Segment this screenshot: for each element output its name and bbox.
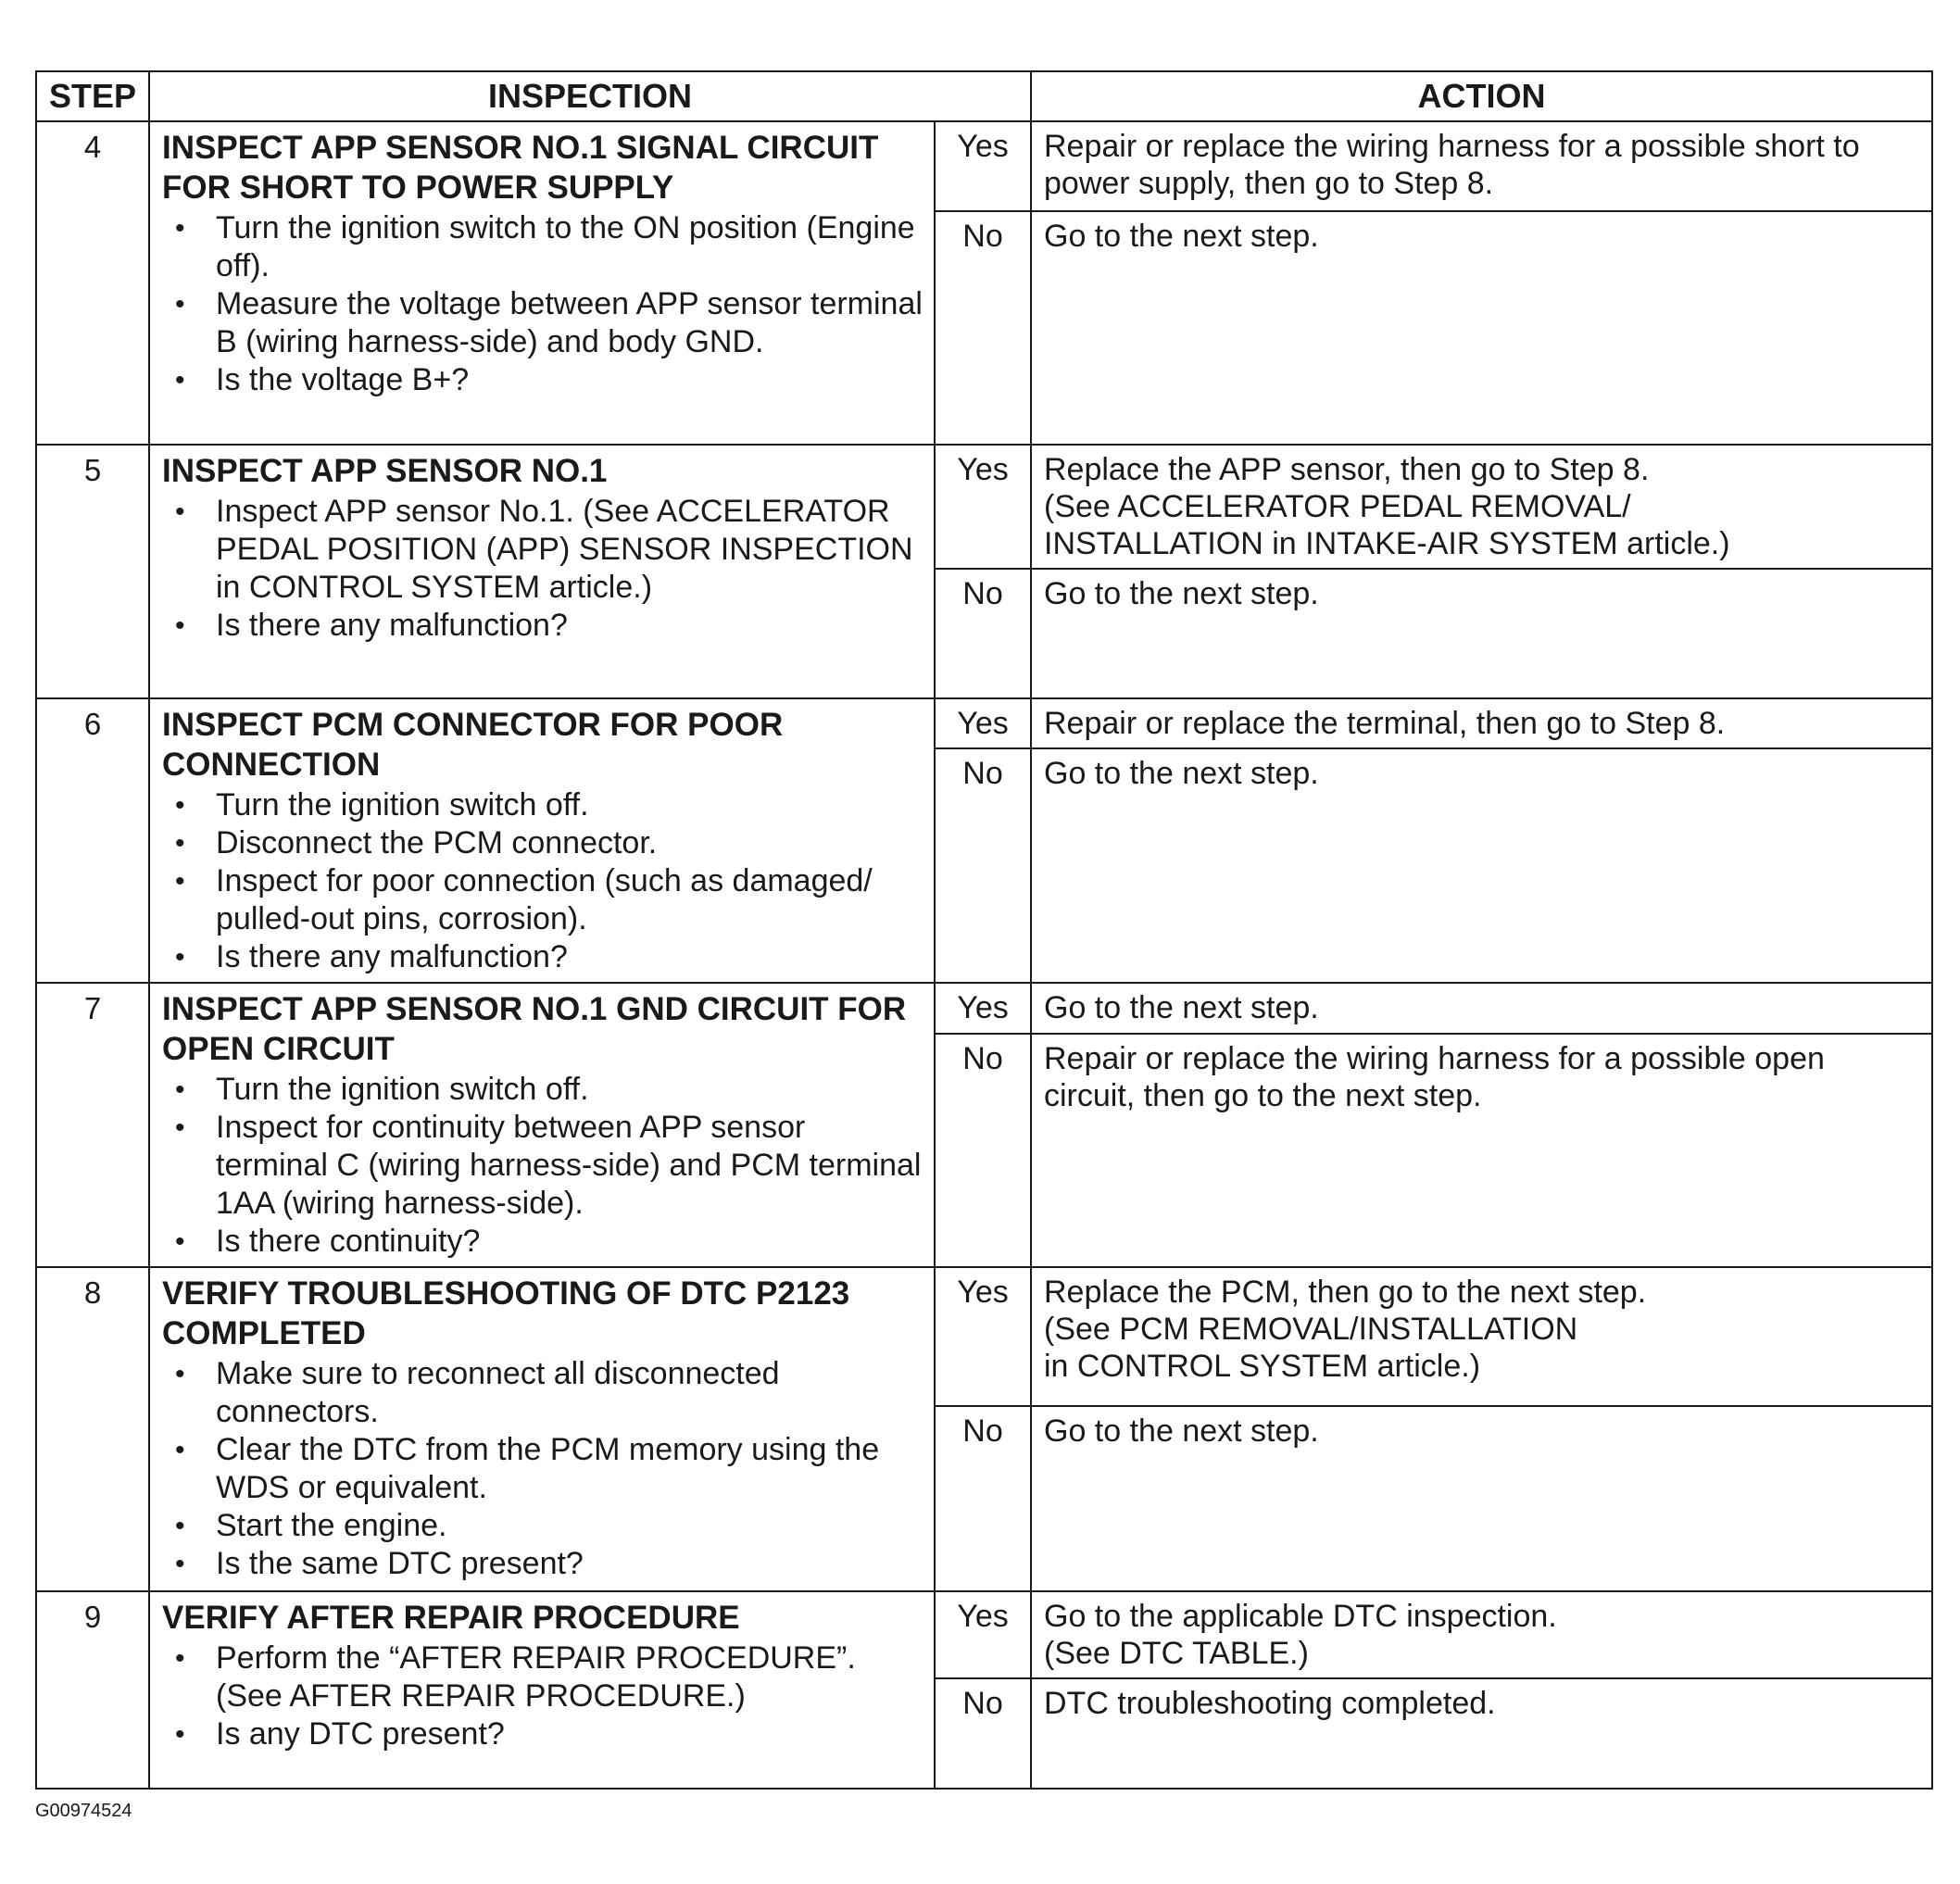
no-action [1031,1034,1932,1267]
inspection-bullet-text: Is there any malfunction? [216,939,568,974]
no-action-line: Repair or replace the wiring harness for a possible open circuit, then go to the next step. [1044,1040,1825,1113]
inspection-bullets [162,1639,924,1753]
inspection-title: INSPECT APP SENSOR NO.1 SIGNAL CIRCUIT FOR SHORT TO POWER SUPPLY [162,130,879,206]
inspection-bullets [162,1355,924,1583]
inspection-bullet-text: Clear the DTC from the PCM memory using the WDS or equivalent. [216,1432,880,1505]
bullet-icon: • [175,790,185,821]
no-action-line: Go to the next step. [1044,756,1319,791]
inspection-title: VERIFY TROUBLESHOOTING OF DTC P2123 COMPLETED [162,1275,850,1351]
inspection-bullets [162,786,924,976]
yes-action [1031,983,1932,1034]
inspection-bullet-text: Inspect for continuity between APP sensor terminal C (wiring harness-side) and PCM terminal 1AA (wiring harness-side). [216,1110,922,1221]
no-label: No [935,569,1031,698]
yes-label: Yes [935,1591,1031,1678]
inspection-bullet-text: Is any DTC present? [216,1716,505,1752]
no-action [1031,748,1932,983]
bullet-icon: • [175,1226,185,1257]
no-action [1031,211,1932,445]
yes-action-line: (See ACCELERATOR PEDAL REMOVAL/ [1044,489,1631,524]
bullet-icon: • [175,213,185,244]
no-label: No [935,1678,1031,1789]
bullet-icon: • [175,942,185,973]
inspection-bullets [162,493,924,645]
no-label: No [935,748,1031,983]
yes-action [1031,1267,1932,1406]
yes-action-line: in CONTROL SYSTEM article.) [1044,1349,1481,1384]
inspection-bullet [162,1355,924,1431]
inspection-bullet-text: Is there continuity? [216,1224,481,1259]
inspection-cell [149,1591,935,1789]
header-step: STEP [36,71,149,121]
no-action [1031,1678,1932,1789]
inspection-bullet-text: Turn the ignition switch off. [216,1072,589,1107]
table-row [36,983,1932,1034]
bullet-icon: • [175,1511,185,1541]
inspection-bullet [162,824,924,862]
inspection-bullet [162,1715,924,1753]
bullet-icon: • [175,496,185,527]
inspection-bullet-text: Perform the “AFTER REPAIR PROCEDURE”. (See AFTER REPAIR PROCEDURE.) [216,1640,856,1714]
figure-id: G00974524 [35,1801,132,1821]
yes-action-line: Replace the APP sensor, then go to Step 8. [1044,452,1650,487]
inspection-title: INSPECT PCM CONNECTOR FOR POOR CONNECTION [162,707,784,783]
bullet-icon: • [175,1074,185,1105]
no-action-line: Go to the next step. [1044,219,1319,254]
yes-action-line: Repair or replace the terminal, then go to Step 8. [1044,706,1726,741]
no-action [1031,1406,1932,1591]
no-action [1031,569,1932,698]
inspection-bullet [162,1639,924,1715]
bullet-icon: • [175,1435,185,1465]
inspection-bullet [162,862,924,938]
inspection-bullet-text: Turn the ignition switch to the ON position (Engine off). [216,210,915,283]
no-action-line: DTC troubleshooting completed. [1044,1686,1496,1721]
inspection-bullet-text: Make sure to reconnect all disconnected connectors. [216,1356,780,1429]
no-action-line: Go to the next step. [1044,1413,1319,1449]
inspection-bullet [162,361,924,399]
inspection-bullet [162,285,924,361]
inspection-title: INSPECT APP SENSOR NO.1 [162,453,608,489]
step-number: 8 [36,1267,149,1591]
step-number: 7 [36,983,149,1267]
inspection-title: INSPECT APP SENSOR NO.1 GND CIRCUIT FOR OPEN CIRCUIT [162,991,907,1067]
table-row [36,1267,1932,1406]
yes-action-line: (See DTC TABLE.) [1044,1636,1309,1671]
yes-action-line: Replace the PCM, then go to the next step. [1044,1275,1647,1310]
inspection-bullet [162,1431,924,1507]
table-row [36,698,1932,748]
step-number: 4 [36,121,149,445]
inspection-cell [149,121,935,445]
inspection-bullet [162,493,924,607]
inspection-bullet [162,786,924,824]
inspection-bullet-text: Inspect for poor connection (such as damaged/ pulled-out pins, corrosion). [216,863,873,936]
bullet-icon: • [175,1643,185,1674]
yes-action [1031,445,1932,569]
table-row [36,1591,1932,1678]
inspection-bullet-text: Disconnect the PCM connector. [216,825,658,860]
yes-label: Yes [935,698,1031,748]
bullet-icon: • [175,1719,185,1750]
inspection-bullet [162,1071,924,1109]
no-label: No [935,211,1031,445]
inspection-cell [149,445,935,698]
inspection-bullet-text: Measure the voltage between APP sensor terminal B (wiring harness-side) and body GND. [216,286,923,359]
inspection-bullet-text: Is the same DTC present? [216,1546,584,1581]
inspection-cell [149,1267,935,1591]
inspection-cell [149,983,935,1267]
bullet-icon: • [175,1359,185,1389]
yes-action-line: Go to the next step. [1044,990,1319,1025]
yes-label: Yes [935,983,1031,1034]
troubleshooting-table-container [35,70,1931,1790]
inspection-bullet-text: Turn the ignition switch off. [216,787,589,823]
inspection-bullet [162,1507,924,1545]
bullet-icon: • [175,1112,185,1143]
yes-label: Yes [935,121,1031,211]
inspection-bullets [162,209,924,399]
bullet-icon: • [175,289,185,320]
yes-action [1031,698,1932,748]
yes-action-line: Repair or replace the wiring harness for a possible short to power supply, then go to Step 8. [1044,129,1860,201]
bullet-icon: • [175,610,185,641]
inspection-bullet [162,1545,924,1583]
inspection-bullet [162,1223,924,1261]
yes-label: Yes [935,445,1031,569]
inspection-bullet [162,607,924,645]
inspection-cell [149,698,935,983]
inspection-bullet [162,209,924,285]
yes-action-line: (See PCM REMOVAL/INSTALLATION [1044,1312,1578,1347]
table-row [36,445,1932,569]
inspection-bullet-text: Start the engine. [216,1508,447,1543]
yes-action-line: Go to the applicable DTC inspection. [1044,1599,1557,1634]
yes-action-line: INSTALLATION in INTAKE-AIR SYSTEM article.) [1044,526,1730,561]
bullet-icon: • [175,365,185,396]
yes-action [1031,1591,1932,1678]
inspection-bullet-text: Is there any malfunction? [216,608,568,643]
yes-action [1031,121,1932,211]
bullet-icon: • [175,828,185,859]
bullet-icon: • [175,1549,185,1579]
bullet-icon: • [175,866,185,897]
no-label: No [935,1406,1031,1591]
table-header-row [36,71,1932,121]
yes-label: Yes [935,1267,1031,1406]
header-inspection: INSPECTION [149,71,1031,121]
inspection-bullet-text: Is the voltage B+? [216,362,470,397]
step-number: 6 [36,698,149,983]
inspection-title: VERIFY AFTER REPAIR PROCEDURE [162,1600,740,1636]
step-number: 5 [36,445,149,698]
inspection-bullet-text: Inspect APP sensor No.1. (See ACCELERATOR PEDAL POSITION (APP) SENSOR INSPECTION in CONTROL SYSTEM article.) [216,494,913,605]
inspection-bullet [162,1109,924,1223]
table-row [36,121,1932,211]
table-body [36,121,1932,1789]
no-label: No [935,1034,1031,1267]
header-action: ACTION [1031,71,1932,121]
no-action-line: Go to the next step. [1044,576,1319,611]
inspection-bullet [162,938,924,976]
inspection-bullets [162,1071,924,1261]
troubleshooting-table [35,70,1933,1790]
step-number: 9 [36,1591,149,1789]
